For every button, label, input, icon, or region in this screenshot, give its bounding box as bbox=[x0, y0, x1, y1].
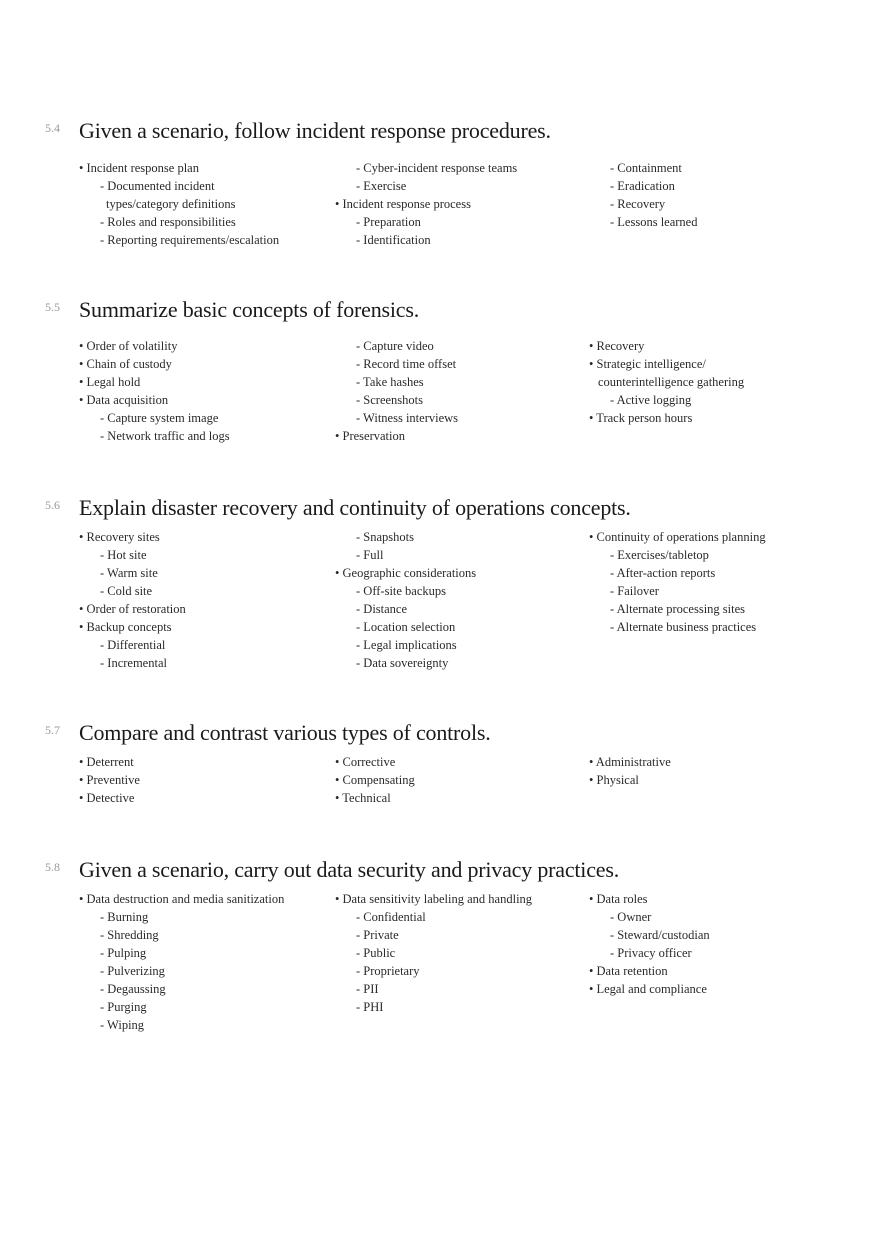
section-column-1 bbox=[79, 890, 339, 1034]
sub-item: - Witness interviews bbox=[356, 411, 459, 425]
bullet-item: • Chain of custody bbox=[79, 357, 172, 371]
sub-item: - Preparation bbox=[356, 215, 421, 229]
section-column-3 bbox=[589, 337, 849, 427]
sub-item: - Pulping bbox=[100, 946, 147, 960]
sub-item: - Incremental bbox=[100, 656, 167, 670]
sub-item: - Purging bbox=[100, 1000, 147, 1014]
bullet-item: • Order of restoration bbox=[79, 602, 186, 616]
sub-item: - PHI bbox=[356, 1000, 384, 1014]
section-column-2 bbox=[335, 528, 595, 672]
sub-item: - Cold site bbox=[100, 584, 153, 598]
bullet-item: • Administrative bbox=[589, 755, 671, 769]
sub-item: - Confidential bbox=[356, 910, 426, 924]
sub-item: - Privacy officer bbox=[610, 946, 692, 960]
bullet-item: • Incident response plan bbox=[79, 161, 199, 175]
sub-item: - Shredding bbox=[100, 928, 159, 942]
section-number: 5.6 bbox=[45, 498, 60, 512]
section-column-1 bbox=[79, 753, 339, 807]
section-number: 5.8 bbox=[45, 860, 60, 874]
sub-item: types/category definitions bbox=[106, 197, 236, 211]
sub-item: - Failover bbox=[610, 584, 659, 598]
sub-item: - PII bbox=[356, 982, 379, 996]
section-column-2 bbox=[335, 890, 595, 1016]
sub-item: - Recovery bbox=[610, 197, 666, 211]
bullet-item: • Data acquisition bbox=[79, 393, 169, 407]
section-column-2 bbox=[335, 753, 595, 807]
sub-item: - After-action reports bbox=[610, 566, 716, 580]
section-column-2 bbox=[335, 337, 595, 445]
section-number: 5.7 bbox=[45, 723, 60, 737]
sub-item: - Location selection bbox=[356, 620, 456, 634]
sub-item: - Screenshots bbox=[356, 393, 423, 407]
section-number: 5.5 bbox=[45, 300, 60, 314]
bullet-item: • Incident response process bbox=[335, 197, 471, 211]
bullet-item: • Track person hours bbox=[589, 411, 693, 425]
bullet-item: • Technical bbox=[335, 791, 391, 805]
sub-item: - Snapshots bbox=[356, 530, 414, 544]
bullet-item: • Compensating bbox=[335, 773, 415, 787]
sub-item: - Containment bbox=[610, 161, 682, 175]
sub-item: - Pulverizing bbox=[100, 964, 165, 978]
section-column-1 bbox=[79, 337, 339, 445]
bullet-item: • Legal hold bbox=[79, 375, 141, 389]
sub-item: - Lessons learned bbox=[610, 215, 698, 229]
bullet-item: • Recovery sites bbox=[79, 530, 160, 544]
sub-item: - Documented incident bbox=[100, 179, 215, 193]
sub-item: - Take hashes bbox=[356, 375, 424, 389]
section-column-3 bbox=[589, 159, 849, 231]
bullet-item: • Data roles bbox=[589, 892, 648, 906]
sub-item: - Public bbox=[356, 946, 396, 960]
sub-item: - Cyber-incident response teams bbox=[356, 161, 518, 175]
section-title: Given a scenario, carry out data security and privacy practices. bbox=[79, 857, 620, 882]
bullet-item: • Data retention bbox=[589, 964, 668, 978]
sub-item: - Full bbox=[356, 548, 384, 562]
sub-item: - Alternate processing sites bbox=[610, 602, 746, 616]
bullet-item: • Legal and compliance bbox=[589, 982, 707, 996]
sub-item: - Record time offset bbox=[356, 357, 457, 371]
section-column-2 bbox=[335, 159, 595, 249]
section-column-1 bbox=[79, 528, 339, 672]
sub-item: - Owner bbox=[610, 910, 652, 924]
sub-item: - Wiping bbox=[100, 1018, 145, 1032]
sub-item: - Warm site bbox=[100, 566, 158, 580]
section-number: 5.4 bbox=[45, 121, 60, 135]
sub-item: - Private bbox=[356, 928, 399, 942]
bullet-item: • Preservation bbox=[335, 429, 405, 443]
section-column-1 bbox=[79, 159, 339, 249]
bullet-item: • Backup concepts bbox=[79, 620, 172, 634]
sub-item: - Data sovereignty bbox=[356, 656, 449, 670]
section-column-3 bbox=[589, 528, 849, 636]
bullet-item: • Physical bbox=[589, 773, 639, 787]
sub-item: - Burning bbox=[100, 910, 149, 924]
sub-item: - Distance bbox=[356, 602, 408, 616]
sub-item: - Identification bbox=[356, 233, 431, 247]
sub-item: - Proprietary bbox=[356, 964, 420, 978]
bullet-item: • Data destruction and media sanitization bbox=[79, 892, 285, 906]
sub-item: - Capture system image bbox=[100, 411, 219, 425]
sub-item: - Network traffic and logs bbox=[100, 429, 230, 443]
bullet-item: • Corrective bbox=[335, 755, 396, 769]
sub-item: - Capture video bbox=[356, 339, 434, 353]
bullet-item: • Continuity of operations planning bbox=[589, 530, 766, 544]
bullet-item: • Strategic intelligence/ bbox=[589, 357, 706, 371]
sub-item: - Alternate business practices bbox=[610, 620, 757, 634]
section-title: Compare and contrast various types of controls. bbox=[79, 720, 491, 745]
sub-item: - Hot site bbox=[100, 548, 147, 562]
bullet-item: • Deterrent bbox=[79, 755, 134, 769]
section-title: Summarize basic concepts of forensics. bbox=[79, 297, 420, 322]
sub-item: - Reporting requirements/escalation bbox=[100, 233, 280, 247]
section-title: Explain disaster recovery and continuity of operations concepts. bbox=[79, 495, 631, 520]
sub-item: - Degaussing bbox=[100, 982, 166, 996]
sub-item: - Steward/custodian bbox=[610, 928, 710, 942]
sub-item: - Exercise bbox=[356, 179, 407, 193]
sub-item: - Eradication bbox=[610, 179, 675, 193]
sub-item: - Off-site backups bbox=[356, 584, 447, 598]
bullet-item: • Preventive bbox=[79, 773, 140, 787]
section-title: Given a scenario, follow incident response procedures. bbox=[79, 118, 551, 143]
sub-item: - Exercises/tabletop bbox=[610, 548, 709, 562]
bullet-item: • Data sensitivity labeling and handling bbox=[335, 892, 533, 906]
bullet-item: counterintelligence gathering bbox=[598, 375, 745, 389]
bullet-item: • Geographic considerations bbox=[335, 566, 477, 580]
bullet-item: • Order of volatility bbox=[79, 339, 178, 353]
section-column-3 bbox=[589, 890, 849, 998]
section-column-3 bbox=[589, 753, 849, 789]
bullet-item: • Recovery bbox=[589, 339, 645, 353]
sub-item: - Differential bbox=[100, 638, 166, 652]
sub-item: - Legal implications bbox=[356, 638, 457, 652]
sub-item: - Roles and responsibilities bbox=[100, 215, 236, 229]
bullet-item: • Detective bbox=[79, 791, 135, 805]
sub-item: - Active logging bbox=[610, 393, 692, 407]
